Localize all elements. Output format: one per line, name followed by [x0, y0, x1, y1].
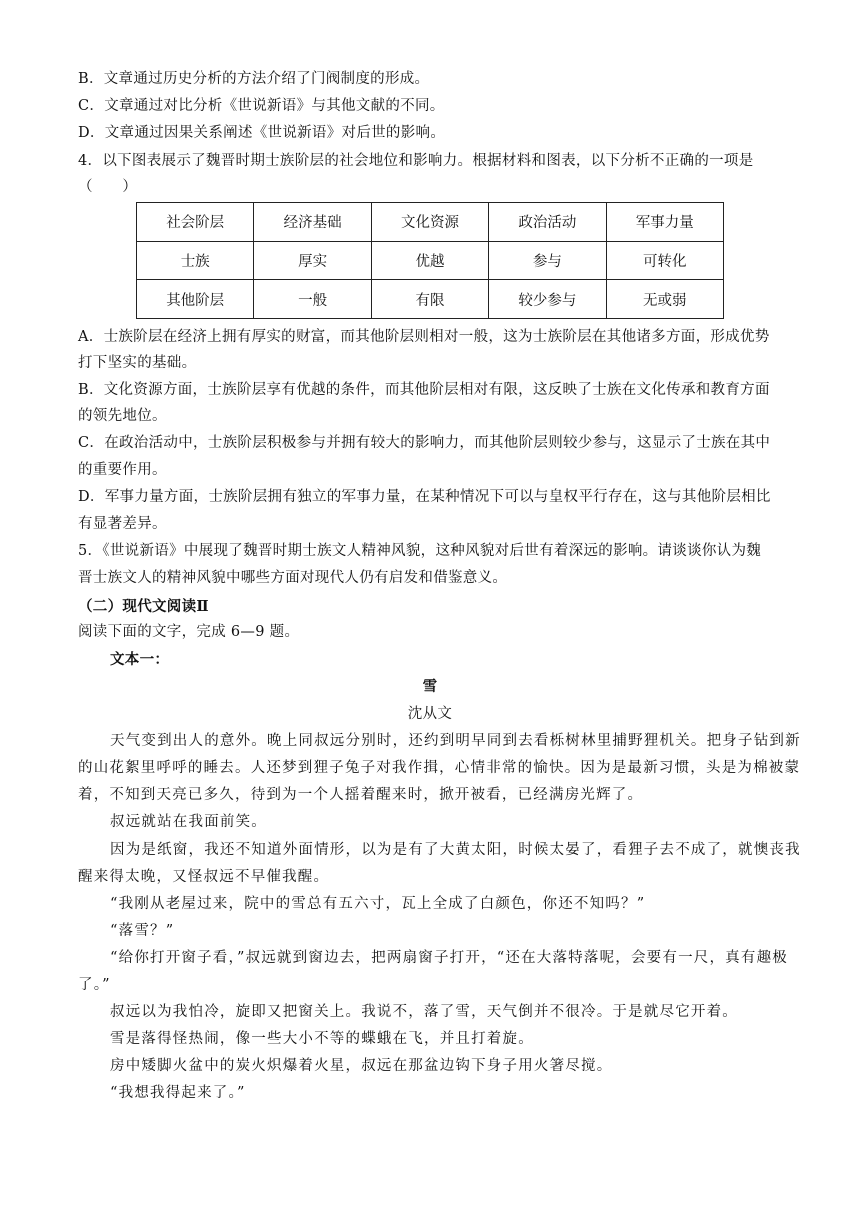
table-cell: 无或弱 [606, 280, 723, 319]
reading-instruction: 阅读下面的文字，完成 6—9 题。 [78, 624, 300, 640]
option-d-q4: D．军事力量方面，士族阶层拥有独立的军事力量，在某种情况下可以与皇权平行存在，这与其他阶层相比 [78, 489, 771, 505]
story-line: 了。” [78, 977, 111, 993]
option-b-q4-cont: 的领先地位。 [78, 408, 167, 424]
table-header-cell: 政治活动 [489, 203, 606, 242]
table-header-cell: 文化资源 [371, 203, 488, 242]
question-4-stem: 4．以下图表展示了魏晋时期士族阶层的社会地位和影响力。根据材料和图表，以下分析不正确的一项是 [78, 153, 754, 169]
story-author: 沈从文 [407, 706, 453, 722]
story-line: 因为是纸窗，我还不知道外面情形，以为是有了大黄太阳，时候太晏了，看狸子去不成了，就懊丧我 [110, 842, 801, 858]
story-line: “我想我得起来了。” [110, 1085, 246, 1101]
social-class-table [136, 202, 724, 319]
option-d-q3: D．文章通过因果关系阐述《世说新语》对后世的影响。 [78, 125, 446, 141]
table-cell: 较少参与 [489, 280, 606, 319]
story-line: 房中矮脚火盆中的炭火炽爆着火星，叔远在那盆边钩下身子用火箸尽搅。 [110, 1058, 613, 1074]
table-row [137, 280, 724, 319]
story-line: 醒来得太晚，又怪叔远不早催我醒。 [78, 869, 330, 885]
option-c-q4: C．在政治活动中，士族阶层积极参与并拥有较大的影响力，而其他阶层则较少参与，这显示了士族在其中 [78, 435, 771, 451]
question-5-cont: 晋士族文人的精神风貌中哪些方面对现代人仍有启发和借鉴意义。 [78, 570, 508, 586]
option-a-q4-cont: 打下坚实的基础。 [78, 355, 197, 371]
option-c-q4-cont: 的重要作用。 [78, 462, 167, 478]
option-b-q4: B．文化资源方面，士族阶层享有优越的条件，而其他阶层相对有限，这反映了士族在文化传承和教育方面 [78, 382, 770, 398]
option-d-q4-cont: 有显著差异。 [78, 516, 167, 532]
table-cell: 士族 [137, 241, 254, 280]
table-cell: 有限 [371, 280, 488, 319]
table-header-cell: 社会阶层 [137, 203, 254, 242]
story-line: “给你打开窗子看，”叔远就到窗边去，把两扇窗子打开，“还在大落特落呢，会要有一尺，真有趣极 [110, 950, 788, 966]
table-cell: 一般 [254, 280, 371, 319]
table-cell: 可转化 [606, 241, 723, 280]
story-line: 雪是落得怪热闹，像一些大小不等的蝶蛾在飞，并且打着旋。 [110, 1031, 534, 1047]
section-heading: （二）现代文阅读Ⅱ [78, 598, 209, 615]
story-line: 叔远就站在我面前笑。 [110, 814, 267, 830]
table-header-cell: 军事力量 [606, 203, 723, 242]
story-line: “落雪？” [110, 923, 175, 939]
table-cell: 参与 [489, 241, 606, 280]
table-cell: 优越 [371, 241, 488, 280]
option-a-q4: A．士族阶层在经济上拥有厚实的财富，而其他阶层则相对一般，这为士族阶层在其他诸多方面，形成优势 [78, 329, 770, 345]
story-title: 雪 [422, 678, 438, 695]
option-c-q3: C．文章通过对比分析《世说新语》与其他文献的不同。 [78, 98, 445, 114]
story-line: 着，不知到天亮已多久，待到为一个人摇着醒来时，掀开被看，已经满房光辉了。 [78, 787, 644, 803]
table-cell: 其他阶层 [137, 280, 254, 319]
question-4-answer-blank: （ ） [78, 179, 138, 195]
table-row [137, 241, 724, 280]
option-b-q3: B．文章通过历史分析的方法介绍了门阀制度的形成。 [78, 71, 430, 87]
story-line: 的山花絮里呼呼的睡去。人还梦到狸子兔子对我作揖，心情非常的愉快。因为是最新习惯，头是为棉被蒙 [78, 760, 801, 776]
question-5: 5．《世说新语》中展现了魏晋时期士族文人精神风貌，这种风貌对后世有着深远的影响。请谈谈你认为魏 [78, 543, 762, 559]
story-line: 天气变到出人的意外。晚上同叔远分别时，还约到明早同到去看栎树林里捕野狸机关。把身子钻到新 [110, 733, 801, 749]
story-line: “我刚从老屋过来，院中的雪总有五六寸，瓦上全成了白颜色，你还不知吗？” [110, 896, 646, 912]
table-cell: 厚实 [254, 241, 371, 280]
table-header-row [137, 203, 724, 242]
story-line: 叔远以为我怕冷，旋即又把窗关上。我说不，落了雪，天气倒并不很冷。于是就尽它开着。 [110, 1004, 738, 1020]
text-label: 文本一： [110, 651, 170, 668]
table-header-cell: 经济基础 [254, 203, 371, 242]
